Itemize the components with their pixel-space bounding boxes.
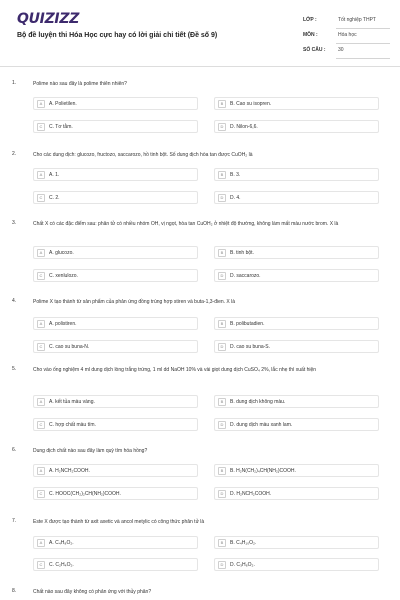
option-letter-box: D [218,421,226,429]
option-text: D. dung dịch màu xanh lam. [230,422,293,428]
option-text: D. Nilon-6,6. [230,124,258,130]
option-text: A. kết tủa màu vàng. [49,399,95,405]
option-text: B. 3. [230,172,241,178]
option-text: D. cao su buna-S. [230,344,271,350]
option-letter-box: B [218,539,226,547]
question-text: Chất nào sau đây không có phản ứng với thủy phân? [33,589,152,595]
answer-option[interactable] [214,536,379,549]
answer-option[interactable] [33,168,198,181]
option-letter-box: C [37,561,45,569]
option-text: D. C₃H₆O₂. [230,562,255,568]
option-letter-box: B [218,100,226,108]
option-text: B. H₂N(CH₂)₄CH(NH₂)COOH. [230,468,296,474]
option-text: A. glucozo. [49,250,74,256]
option-text: B. Cao su isopren. [230,101,272,107]
question-number: 8. [12,588,17,594]
question-text: Chất X có các đặc điểm sau: phân tử có nhiều nhóm OH, vị ngọt, hòa tan CuOH₂ ở nhiệt độ thường, không làm mất màu nước brom. X là [33,221,339,227]
answer-option[interactable] [214,246,379,259]
option-letter-box: A [37,539,45,547]
answer-option[interactable] [214,340,379,353]
option-letter-box: C [37,123,45,131]
question-number: 3. [12,220,17,226]
answer-option[interactable] [214,317,379,330]
option-letter-box: A [37,249,45,257]
option-letter-box: A [37,320,45,328]
question-number: 5. [12,366,17,372]
option-text: A. 1. [49,172,60,178]
option-letter-box: C [37,421,45,429]
answer-option[interactable] [33,536,198,549]
option-text: B. tinh bột. [230,250,254,256]
option-letter-box: A [37,100,45,108]
meta-row-class [300,14,390,29]
option-letter-box: C [37,490,45,498]
worksheet-header [0,0,400,66]
meta-label: MÔN : [303,32,318,38]
option-text: C. xenlulozo. [49,273,78,279]
answer-option[interactable] [33,246,198,259]
answer-option[interactable] [33,464,198,477]
option-text: A. C₄H₈O₂. [49,540,74,546]
option-text: D. saccarozo. [230,273,261,279]
meta-label: SỐ CÂU : [303,47,326,53]
worksheet-title: Bộ đề luyện thi Hóa Học cực hay có lời giải chi tiết (Đề số 9) [17,32,218,39]
option-letter-box: D [218,194,226,202]
option-text: A. polistiren. [49,321,77,327]
answer-option[interactable] [33,340,198,353]
answer-option[interactable] [33,418,198,431]
question-text: Cho vào ống nghiệm 4 ml dung dịch lòng trắng trứng, 1 ml dd NaOH 10% và vài giọt dung dịch CuSO₄ 2%, lắc nhẹ thì xuất hiện [33,367,317,373]
question-number: 2. [12,151,17,157]
answer-option[interactable] [33,97,198,110]
answer-option[interactable] [214,418,379,431]
answer-option[interactable] [214,97,379,110]
option-text: C. hợp chất màu tím. [49,422,96,428]
question-text: Este X được tạo thành từ axit axetic và ancol metylic có công thức phân tử là [33,519,205,525]
option-letter-box: B [218,398,226,406]
question-number: 1. [12,80,17,86]
answer-option[interactable] [33,487,198,500]
option-letter-box: C [37,272,45,280]
option-letter-box: D [218,272,226,280]
question-number: 4. [12,298,17,304]
answer-option[interactable] [33,269,198,282]
answer-option[interactable] [33,191,198,204]
answer-option[interactable] [214,395,379,408]
option-text: C. 2. [49,195,60,201]
meta-row-count [300,44,390,59]
meta-row-subject [300,29,390,44]
answer-option[interactable] [214,168,379,181]
question-number: 6. [12,447,17,453]
option-text: C. cao su buna-N. [49,344,90,350]
option-text: C. HOOC(CH₂)₂CH(NH₂)COOH. [49,491,121,497]
option-letter-box: A [37,171,45,179]
option-text: D. H₂NCH₂COOH. [230,491,272,497]
option-letter-box: C [37,343,45,351]
option-letter-box: A [37,467,45,475]
answer-option[interactable] [214,191,379,204]
answer-option[interactable] [33,120,198,133]
worksheet-meta [300,14,390,59]
answer-option[interactable] [214,269,379,282]
option-letter-box: D [218,343,226,351]
option-letter-box: D [218,561,226,569]
question-number: 7. [12,518,17,524]
option-text: A. H₂NCH₂COOH. [49,468,90,474]
answer-option[interactable] [214,558,379,571]
option-text: C. C₂H₄O₂. [49,562,74,568]
question-text: Cho các dung dịch: glucozo, fructozo, saccarozo, hồ tinh bột. Số dung dịch hòa tan được CuOH₂ là [33,152,253,158]
question-text: Polime X tạo thành từ sản phẩm của phản ứng đồng trùng hợp stiren và buta-1,3-đien. X là [33,299,236,305]
answer-option[interactable] [214,464,379,477]
meta-value: 30 [338,47,344,53]
option-text: C. Tơ tằm. [49,124,73,130]
answer-option[interactable] [33,558,198,571]
quizizz-logo: QUIZIZZ [17,11,80,27]
option-letter-box: B [218,467,226,475]
answer-option[interactable] [214,120,379,133]
option-letter-box: C [37,194,45,202]
option-text: B. dung dịch không màu. [230,399,286,405]
option-letter-box: A [37,398,45,406]
question-text: Dung dịch chất nào sau đây làm quỳ tím hóa hồng? [33,448,148,454]
answer-option[interactable] [33,395,198,408]
answer-option[interactable] [214,487,379,500]
option-letter-box: D [218,490,226,498]
option-text: B. polibutadien. [230,321,265,327]
meta-value: Tốt nghiệp THPT [338,17,376,23]
option-text: A. Polietilen. [49,101,77,107]
option-letter-box: B [218,249,226,257]
option-letter-box: D [218,123,226,131]
option-text: B. C₄H₁₀O₂. [230,540,257,546]
option-letter-box: B [218,320,226,328]
meta-value: Hóa học [338,32,357,38]
option-text: D. 4. [230,195,241,201]
answer-option[interactable] [33,317,198,330]
option-letter-box: B [218,171,226,179]
question-text: Polime nào sau đây là polime thiên nhiên? [33,81,127,87]
meta-label: LỚP : [303,17,317,23]
header-divider [0,66,400,67]
